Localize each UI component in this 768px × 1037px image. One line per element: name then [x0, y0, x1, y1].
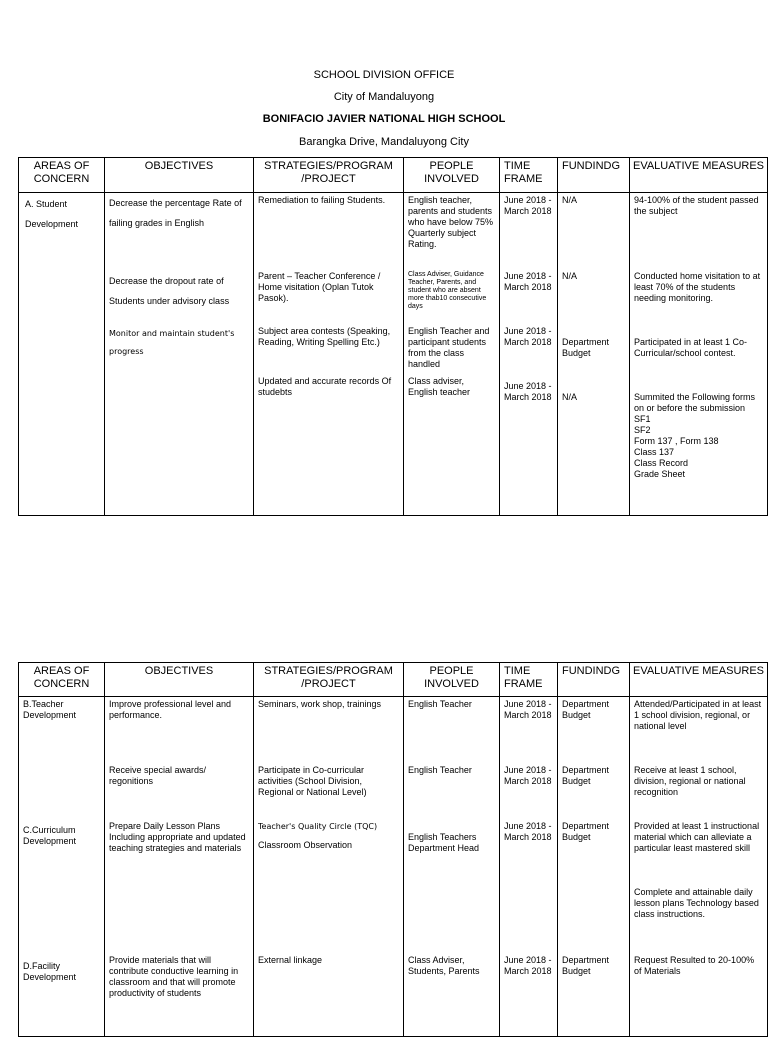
objective-item: Improve professional level and performance. — [109, 699, 232, 720]
table-row — [19, 193, 768, 516]
people-item: English Teachers Department Head — [408, 832, 480, 853]
objectives-cell — [105, 193, 254, 516]
school-title: BONIFACIO JAVIER NATIONAL HIGH SCHOOL — [262, 113, 506, 125]
tqc-strategy: Teacher's Quality Circle (TQC) — [258, 822, 378, 831]
funding-item: Department Budget — [562, 955, 610, 976]
time-cell — [500, 193, 558, 516]
strategy-item: Participate in Co-curricular activities (School Division, Regional or National Level) — [258, 765, 367, 797]
funding-cell — [558, 697, 630, 1037]
action-plan-table-2 — [18, 662, 768, 1037]
col-people: PEOPLE INVOLVED — [404, 158, 500, 193]
table-row — [19, 697, 768, 1037]
strategy-item: Seminars, work shop, trainings — [258, 699, 382, 709]
strategy-item: External linkage — [258, 955, 323, 965]
objective-item: Monitor and maintain student's progress — [109, 329, 235, 356]
measure-item: Provided at least 1 instructional material which can alleviate a particular least mastered skill — [634, 821, 760, 853]
funding-item: Department Budget — [562, 821, 610, 842]
measure-line: Class 137 — [634, 447, 675, 457]
strategy-item: Remediation to failing Students. — [258, 195, 386, 205]
col-evaluative: EVALUATIVE MEASURES — [630, 663, 768, 697]
measure-line: Class Record — [634, 458, 689, 468]
measure-item: Complete and attainable daily lesson plans Technology based class instructions. — [634, 887, 759, 919]
school-address: Barangka Drive, Mandaluyong City — [299, 136, 469, 148]
funding-item: Department Budget — [562, 337, 610, 358]
time-item: June 2018 -March 2018 — [504, 271, 552, 292]
funding-cell — [558, 193, 630, 516]
col-strategies: STRATEGIES/PROGRAM /PROJECT — [254, 158, 404, 193]
measure-line: SF1 — [634, 414, 651, 424]
area-cell: A. Student Development — [19, 193, 105, 516]
strategy-item: Subject area contests (Speaking, Reading, Writing Spelling Etc.) — [258, 326, 391, 347]
people-item: Class adviser, English teacher — [408, 376, 471, 397]
objective-item: Receive special awards/ regonitions — [109, 765, 207, 786]
table-header-row — [19, 663, 768, 697]
col-funding: FUNDINDG — [558, 158, 630, 193]
measure-item: Attended/Participated in at least 1 school division, regional, or national level — [634, 699, 762, 731]
evaluative-cell — [630, 697, 768, 1037]
objectives-cell — [105, 697, 254, 1037]
people-item: Class Adviser, Students, Parents — [408, 955, 480, 976]
table-header-row — [19, 158, 768, 193]
time-item: June 2018 -March 2018 — [504, 326, 552, 347]
time-item: June 2018 -March 2018 — [504, 765, 552, 786]
people-item: Class Adviser, Guidance Teacher, Parents, and student who are absent more thab10 consecutive days — [408, 271, 487, 310]
measure-item: Receive at least 1 school, division, regional or national recognition — [634, 765, 746, 797]
strategy-item — [258, 821, 399, 955]
measure-line: Form 137 , Form 138 — [634, 436, 719, 446]
objective-item: Prepare Daily Lesson Plans Including appropriate and updated teaching strategies and materials — [109, 821, 246, 853]
time-item: June 2018 -March 2018 — [504, 381, 552, 402]
objective-item: Decrease the dropout rate of Students under advisory class — [109, 276, 230, 306]
time-item: June 2018 -March 2018 — [504, 195, 552, 216]
measure-item: Participated in at least 1 Co-Curricular/school contest. — [634, 337, 748, 358]
measure-item: Request Resulted to 20-100% of Materials — [634, 955, 755, 976]
col-time: TIME FRAME — [500, 663, 558, 697]
col-areas: AREAS OF CONCERN — [19, 663, 105, 697]
time-item: June 2018 -March 2018 — [504, 955, 552, 976]
area-item: D.Facility Development — [23, 961, 77, 982]
objective-item: Provide materials that will contribute conductive learning in classroom and that will promote productivity of students — [109, 955, 239, 998]
strategy-item: Parent – Teacher Conference / Home visitation (Oplan Tutok Pasok). — [258, 271, 381, 303]
observation-strategy: Classroom Observation — [258, 840, 353, 850]
measure-line: SF2 — [634, 425, 651, 435]
col-strategies: STRATEGIES/PROGRAM /PROJECT — [254, 663, 404, 697]
area-cell — [19, 697, 105, 1037]
evaluative-cell — [630, 193, 768, 516]
time-item: June 2018 -March 2018 — [504, 699, 552, 720]
strategies-cell — [254, 193, 404, 516]
time-item: June 2018 -March 2018 — [504, 821, 552, 842]
funding-item: N/A — [562, 271, 578, 281]
measure-line: Summited the Following forms on or before the submission — [634, 392, 756, 413]
col-time: TIME FRAME — [500, 158, 558, 193]
measure-item: 94-100% of the student passed the subject — [634, 195, 759, 216]
people-cell — [404, 193, 500, 516]
funding-item: N/A — [562, 392, 578, 402]
measure-item: Conducted home visitation to at least 70% of the students needing monitoring. — [634, 271, 761, 303]
area-item: B.Teacher Development — [23, 699, 77, 720]
office-title: SCHOOL DIVISION OFFICE — [313, 69, 455, 81]
objective-item: Decrease the percentage Rate of failing grades in English — [109, 198, 242, 228]
col-objectives: OBJECTIVES — [105, 158, 254, 193]
funding-item: Department Budget — [562, 765, 610, 786]
measure-line: Grade Sheet — [634, 469, 686, 479]
funding-item: Department Budget — [562, 699, 610, 720]
people-item: English Teacher and participant students from the class handled — [408, 326, 490, 369]
col-evaluative: EVALUATIVE MEASURES — [630, 158, 768, 193]
col-objectives: OBJECTIVES — [105, 663, 254, 697]
col-people: PEOPLE INVOLVED — [404, 663, 500, 697]
action-plan-table-1 — [18, 157, 768, 516]
col-areas: AREAS OF CONCERN — [19, 158, 105, 193]
time-cell — [500, 697, 558, 1037]
strategy-item: Updated and accurate records Of studebts — [258, 376, 392, 397]
area-item: C.Curriculum Development — [23, 825, 77, 846]
people-cell — [404, 697, 500, 1037]
city-title: City of Mandaluyong — [333, 91, 435, 103]
strategies-cell — [254, 697, 404, 1037]
people-item: English Teacher — [408, 699, 472, 709]
people-item: English teacher, parents and students who have below 75% Quarterly subject Rating. — [408, 195, 494, 249]
funding-item: N/A — [562, 195, 578, 205]
measure-item — [634, 392, 763, 480]
col-funding: FUNDINDG — [558, 663, 630, 697]
people-item: English Teacher — [408, 765, 472, 775]
